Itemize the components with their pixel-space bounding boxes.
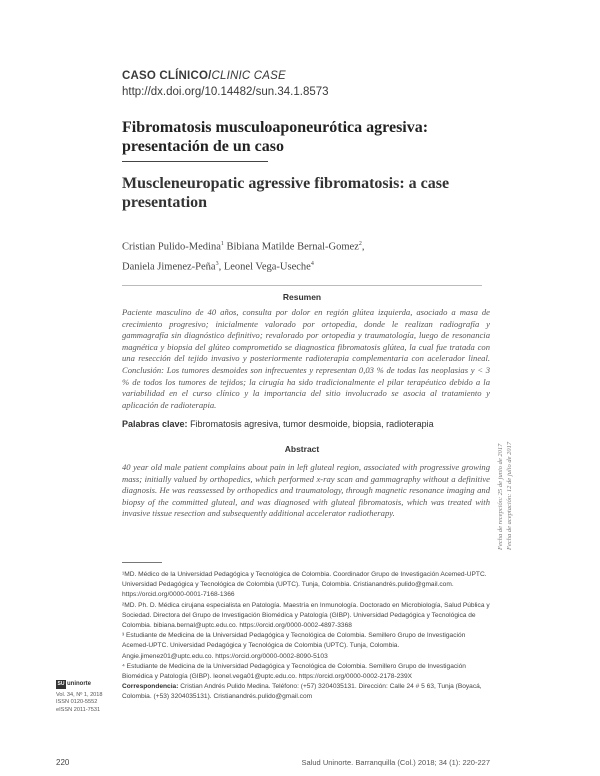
author-affiliation-mark: 2 (358, 241, 362, 247)
footnotes (122, 570, 492, 703)
logo-mark: SU (57, 681, 65, 687)
author-affiliation-mark: 3 (215, 260, 219, 267)
issn-line: ISSN 0120-5552 (56, 699, 98, 706)
footnote: ²MD. Ph. D. Médica cirujana especialista en Patología. Maestría en Inmunología. Doctorado en Microbiología, Salud Pública y Sociedad. Directora del Grupo de Investigación Biomédica y Patología (GIBP). Universidad Pedagógica y Tecnológica de Colombia. bibiana.bernal@uptc.edu.co. https://orcid.org/0000-0002-4897-3368 (122, 601, 490, 630)
received-date: Fecha de recepción: 25 de junio de 2017 (497, 443, 504, 550)
correspondence (122, 682, 492, 702)
author-affiliation-mark: 1 (220, 241, 224, 247)
doi-link[interactable]: http://dx.doi.org/10.14482/sun.34.1.8573 (122, 86, 329, 98)
author-name: Bibiana Matilde Bernal-Gomez (226, 241, 359, 253)
author-name: Leonel Vega-Useche (223, 261, 311, 272)
section-label-en: CLINIC CASE (211, 70, 286, 82)
footnote-divider (122, 562, 162, 563)
title-spanish: Fibromatosis musculoaponeurótica agresiva: presentación de un caso (122, 119, 429, 155)
footnote: ¹MD. Médico de la Universidad Pedagógica y Tecnológica de Colombia. Coordinador Grupo de Investigación Acemed-UPTC. Universidad Pedagógica y Tecnológica de Colombia (UPTC). Tunja, Colombia. Cristianandrés.pulido@gmail.com. https://orcid.org/0000-0001-7168-1366 (122, 571, 487, 599)
title-divider (122, 161, 268, 162)
eissn-line: eISSN 2011-7531 (56, 706, 101, 713)
accepted-date: Fecha de aceptación: 12 de julio de 2017 (506, 441, 513, 550)
abstract-body: 40 year old male patient complains about pain in left gluteal region, associated with progressive growing mass; initially valued by orthopedics, which performed x-ray scan and gammagraphy without a definitive diagnosis. He was reassessed by orthopedics and traumatology, through magnetic resonance imaging and biopsy of the committed gluteal, and was diagnosed with gluteal fibromatosis, which was treated with invasive tissue resection and subsequently additional accelerator radiotherapy. (122, 462, 490, 519)
author-list: Cristian Pulido-Medina$^1$ Bibiana Matilde Bernal-Gomez$^2$, Daniela Jimenez-Peña$^3$, Leonel Vega-Useche$^4$ (122, 241, 365, 272)
author-name: Daniela Jimenez-Peña (122, 261, 216, 272)
author-name: Cristian Pulido-Medina (122, 241, 221, 253)
section-label-es: CASO CLÍNICO/ (122, 70, 212, 82)
abstract-heading: Abstract (284, 444, 320, 454)
footnote: ⁴ Estudiante de Medicina de la Universidad Pedagógica y Tecnológica de Colombia. Semillero Grupo de Investigación Biomédica y Patología (GIBP). leonel.vega01@uptc.edu.co. https://orcid.org/0000-0002-2178-239X (122, 662, 466, 681)
volume-line: Vol. 34, Nº 1, 2018 (56, 692, 103, 698)
article-dates (496, 390, 514, 550)
abstract-divider (122, 285, 482, 286)
resumen-body: Paciente masculino de 40 años, consulta por dolor en región glútea izquierda, asociado a masa de crecimiento progresivo; inicialmente valorado por ortopedia, donde le realizan radiografía y gammagrafía sin diagnóstico definitivo; revalorado por ortopedia y traumatología, luego de resonancia magnética y biopsia del glúteo comprometido se diagnostica fibromatosis glútea, la cual fue tratada con una resección del tejido invasivo y posteriormente radioterapia complementaria con acelerador lineal. Conclusión: Los tumores desmoides son infrecuentes y representan 0,03 % de todas las neoplasias y < 3 % de todos los tumores de tejidos; la cirugía ha sido tradicionalmente el pilar terapéutico debido a la variabilidad en el curso clínico y la importancia del sitio involucrado se asocia al tratamiento y aplicación de radioterapia. (122, 307, 490, 410)
logo-text: uninorte (67, 681, 91, 687)
journal-logo (56, 680, 94, 689)
keywords-label: Palabras clave: (122, 419, 188, 429)
correspondence-label: Correspondencia: (122, 683, 179, 691)
volume-info (56, 692, 103, 714)
correspondence-text: Cristian Andrés Pulido Medina. Teléfono: (+57) 3204035131. Dirección: Calle 24 # 5 63, Tunja (Boyacá, Colombia. (+53) 3204035131). Cristianandrés.pulido@gmail.com (122, 683, 482, 701)
keywords-list: Fibromatosis agresiva, tumor desmoide, biopsia, radioterapia (190, 419, 434, 429)
page-number: 220 (56, 758, 70, 767)
title-english: Muscleneuropatic agressive fibromatosis: a case presentation (122, 175, 450, 211)
keywords (122, 419, 490, 429)
resumen-heading: Resumen (282, 292, 322, 302)
section-label (122, 70, 286, 82)
author-affiliation-mark: 4 (310, 260, 314, 267)
journal-citation: Salud Uninorte. Barranquilla (Col.) 2018; 34 (1): 220-227 (301, 758, 490, 767)
footnote: ³ Estudiante de Medicina de la Universidad Pedagógica y Tecnológica de Colombia. Semillero Grupo de Investigación Acemed-UPTC. Universidad Pedagógica y Tecnológica de Colombia (UPTC). Tunja, Colombia. Angie.jimenez01@uptc.edu.co. https://orcid.org/0000-0002-8090-5103 (122, 632, 466, 660)
